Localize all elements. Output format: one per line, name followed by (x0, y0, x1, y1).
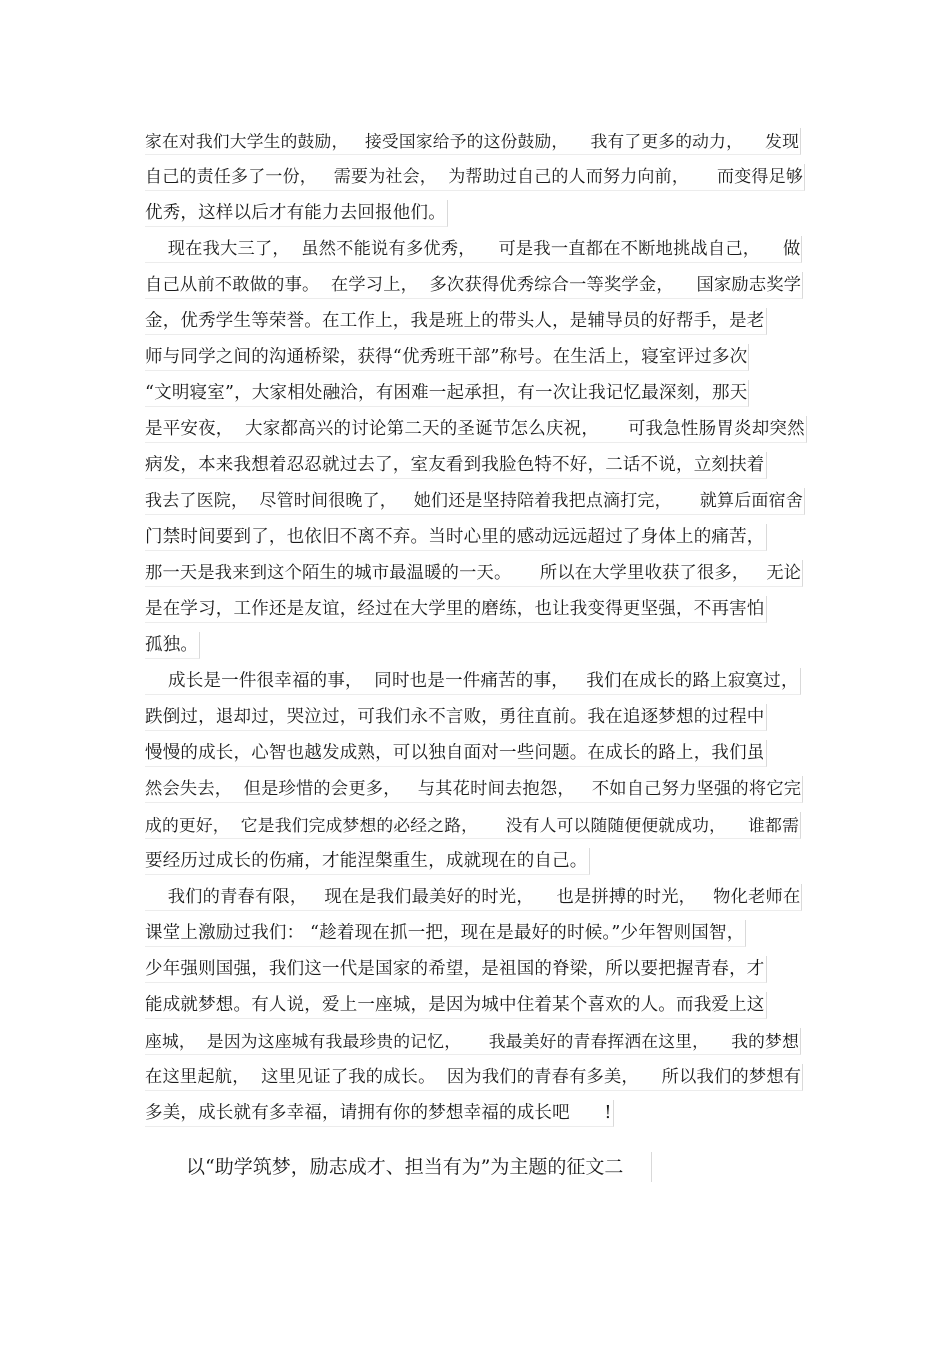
text-line: 跌倒过，退却过，哭泣过，可我们永不言败，勇往直前。我在追逐梦想的过程中 (145, 704, 767, 731)
text-line: 我去了医院， 尽管时间很晚了， 她们还是坚持陪着我把点滴打完， 就算后面宿舍 (145, 488, 805, 515)
text-line: 师与同学之间的沟通桥梁，获得“优秀班干部”称号。在生活上，寝室评过多次 (145, 344, 749, 371)
text-line: 现在我大三了， 虽然不能说有多优秀， 可是我一直都在不断地挑战自己， 做 (145, 236, 802, 263)
text-line: 门禁时间要到了，也依旧不离不弃。当时心里的感动远远超过了身体上的痛苦， (145, 524, 767, 551)
text-line: 课堂上激励过我们： “趁着现在抓一把，现在是最好的时候。”少年智则国智， (145, 920, 746, 947)
text-line: 能成就梦想。有人说，爱上一座城，是因为城中住着某个喜欢的人。而我爱上这 (145, 992, 767, 1019)
text-line: 少年强则国强，我们这一代是国家的希望，是祖国的脊梁，所以要把握青春，才 (145, 956, 767, 983)
text-line: 家在对我们大学生的鼓励， 接受国家给予的这份鼓励， 我有了更多的动力， 发现 (145, 128, 801, 155)
text-line: 自己的责任多了一份， 需要为社会， 为帮助过自己的人而努力向前， 而变得足够 (145, 164, 805, 191)
text-line: 在这里起航， 这里见证了我的成长。 因为我们的青春有多美， 所以我们的梦想有 (145, 1064, 803, 1091)
text-line: 我们的青春有限， 现在是我们最美好的时光， 也是拼搏的时光， 物化老师在 (145, 884, 802, 911)
text-line: 是在学习，工作还是友谊，经过在大学里的磨练，也让我变得更坚强，不再害怕 (145, 596, 767, 623)
text-line: 优秀，这样以后才有能力去回报他们。 (145, 200, 448, 227)
text-line: 是平安夜， 大家都高兴的讨论第二天的圣诞节怎么庆祝， 可我急性肠胃炎却突然 (145, 416, 807, 443)
text-line: “文明寝室”，大家相处融洽，有困难一起承担，有一次让我记忆最深刻，那天 (145, 380, 749, 407)
text-line: 那一天是我来到这个陌生的城市最温暖的一天。 所以在大学里收获了很多， 无论 (145, 560, 803, 587)
text-line: 病发，本来我想着忍忍就过去了，室友看到我脸色特不好，二话不说，立刻扶着 (145, 452, 767, 479)
text-line: 要经历过成长的伤痛，才能涅槃重生，成就现在的自己。 (145, 848, 590, 875)
text-line: 孤独。 (145, 632, 200, 659)
text-line: 多美，成长就有多幸福，请拥有你的梦想幸福的成长吧 ! (145, 1100, 614, 1127)
text-line: 然会失去， 但是珍惜的会更多， 与其花时间去抱怨， 不如自己努力坚强的将它完 (145, 776, 803, 803)
section-heading: 以“助学筑梦，励志成才、担当有为”为主题的征文二 (186, 1152, 652, 1182)
text-line: 慢慢的成长，心智也越发成熟，可以独自面对一些问题。在成长的路上，我们虽 (145, 740, 767, 767)
text-line: 自己从前不敢做的事。 在学习上， 多次获得优秀综合一等奖学金， 国家励志奖学 (145, 272, 803, 299)
text-line: 座城， 是因为这座城有我最珍贵的记忆， 我最美好的青春挥洒在这里， 我的梦想 (145, 1028, 801, 1055)
text-line: 成的更好， 它是我们完成梦想的必经之路， 没有人可以随随便便就成功， 谁都需 (145, 812, 801, 839)
text-line: 成长是一件很幸福的事， 同时也是一件痛苦的事， 我们在成长的路上寂寞过， (145, 668, 801, 695)
text-line: 金，优秀学生等荣誉。在工作上，我是班上的带头人，是辅导员的好帮手，是老 (145, 308, 767, 335)
